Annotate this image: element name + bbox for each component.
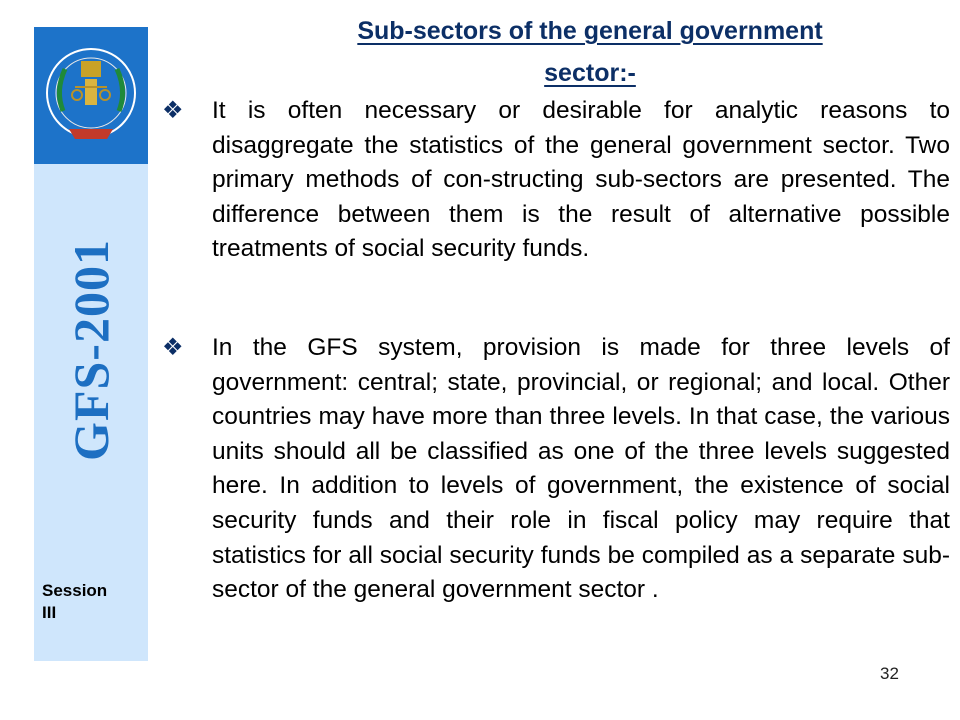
slide-heading-line2: sector:- xyxy=(544,59,636,87)
slide-heading xyxy=(260,10,920,94)
session-label-line1: Session xyxy=(42,581,108,600)
bullet-text: In the GFS system, provision is made for three levels of government: central; state, provincial, or regional; and local. Other countries may have more than three levels. In that case, the various units should all be classified as one of the three levels suggested here. In addition to levels of government, the existence of social security funds and their role in fiscal policy may require that statistics for all social security funds be compiled as a separate sub-sector of the general government sector . xyxy=(212,334,950,604)
emblem-logo xyxy=(34,27,148,164)
page-number: 32 xyxy=(880,664,899,683)
bullet-item xyxy=(162,331,950,608)
diamond-bullet-icon: ❖ xyxy=(162,97,184,124)
vertical-title: GFS-2001 xyxy=(63,239,119,461)
session-label-line2: III xyxy=(42,603,57,622)
emblem-icon xyxy=(41,31,141,159)
slide-heading-line1: Sub-sectors of the general government xyxy=(357,17,823,45)
bullet-text: It is often necessary or desirable for analytic reasons to disaggregate the statistics of the general government sector. Two primary methods of con-structing sub-sectors are presented. The difference between them is the result of alternative possible treatments of social security funds. xyxy=(212,97,950,263)
session-label xyxy=(42,580,146,624)
bullet-item xyxy=(162,94,950,267)
diamond-bullet-icon: ❖ xyxy=(162,334,184,361)
